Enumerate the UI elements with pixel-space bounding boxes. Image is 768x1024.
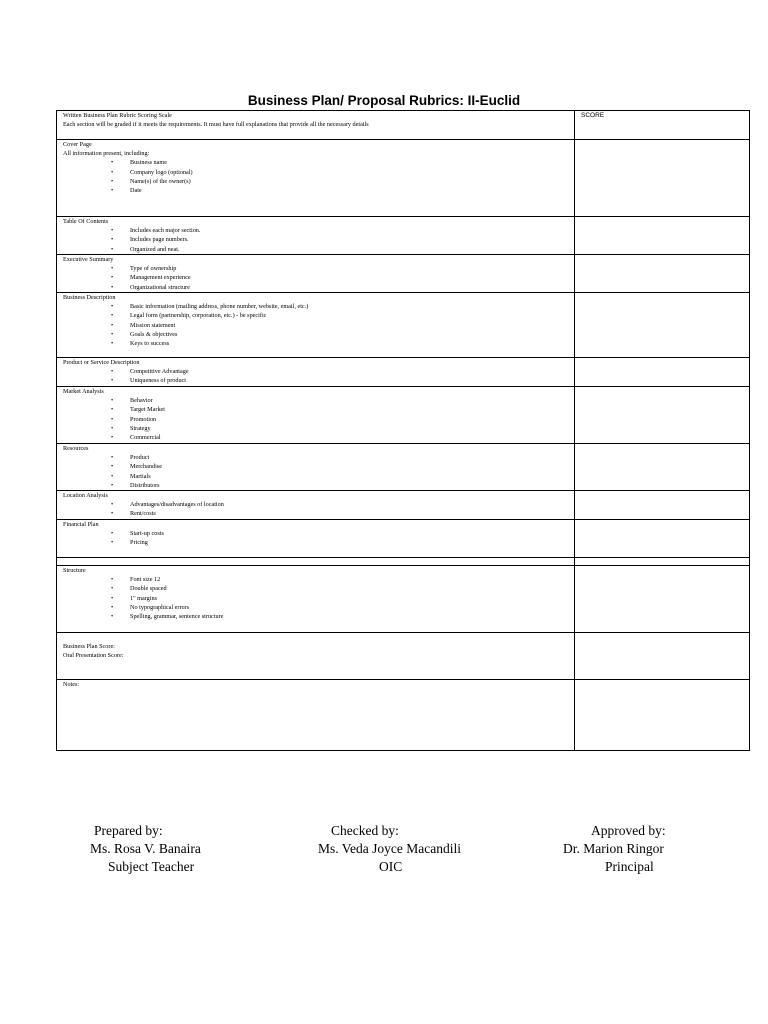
section-title: Location Analysis [63, 492, 108, 500]
section-empty [57, 558, 575, 566]
criteria-item: • Behavior [130, 396, 574, 405]
section-financial-plan [57, 520, 575, 558]
table-row [57, 358, 750, 387]
table-row [57, 255, 750, 293]
table-row [57, 293, 750, 358]
score-cell[interactable] [575, 387, 750, 444]
criteria-item: • Date [130, 186, 574, 195]
header-row [57, 111, 750, 140]
criteria-item: • Organized and neat. [130, 245, 574, 254]
table-row [57, 217, 750, 255]
criteria-item: • Includes page numbers. [130, 235, 574, 244]
criteria-item: • Pricing [130, 538, 574, 547]
signature-role: Checked by: [331, 823, 399, 838]
table-row [57, 387, 750, 444]
criteria-item: • Distributors [130, 481, 574, 490]
score-cell[interactable] [575, 566, 750, 633]
criteria-list [63, 453, 574, 490]
criteria-item: • Keys to success [130, 339, 574, 348]
criteria-item: • Target Market [130, 405, 574, 414]
criteria-list [63, 396, 574, 442]
criteria-item: • Martials [130, 472, 574, 481]
score-cell[interactable] [575, 680, 750, 751]
criteria-item: • Goals & objectives [130, 330, 574, 339]
signature-name: Dr. Marion Ringor [563, 841, 664, 856]
criteria-item: • Type of ownership [130, 264, 574, 273]
signature-name: Ms. Veda Joyce Macandili [318, 841, 461, 856]
header-line-1: Written Business Plan Rubric Scoring Scale [63, 112, 172, 119]
section-title: Structure [63, 567, 86, 575]
table-row [57, 558, 750, 566]
criteria-item: • Merchandise [130, 462, 574, 471]
criteria-item: • Start-up costs [130, 529, 574, 538]
criteria-item: • Management experience [130, 273, 574, 282]
section-title: Executive Summary [63, 256, 114, 263]
criteria-list [63, 500, 574, 518]
criteria-list [63, 264, 574, 292]
signature-prepared-by [80, 822, 240, 876]
criteria-item: • No typographical errors [130, 603, 574, 612]
criteria-item: • Includes each major section. [130, 226, 574, 235]
table-row [57, 140, 750, 217]
criteria-list [63, 575, 574, 621]
section-product-description [57, 358, 575, 387]
document-title: Business Plan/ Proposal Rubrics: II-Euclid [247, 93, 521, 108]
section-title: Cover Page [63, 141, 92, 148]
section-title: Product or Service Description [63, 359, 140, 366]
header-cell [57, 111, 575, 140]
section-title: Table Of Contents [63, 218, 109, 225]
signature-block [0, 822, 768, 882]
section-executive-summary [57, 255, 575, 293]
criteria-item: • Advantages/disadvantages of location [130, 500, 574, 509]
table-row [57, 633, 750, 680]
section-resources [57, 444, 575, 491]
section-title: Market Analysis [63, 388, 104, 395]
criteria-item: • Promotion [130, 415, 574, 424]
section-title: Financial Plan [63, 521, 99, 529]
section-scores [57, 633, 575, 680]
signature-checked-by [300, 822, 500, 876]
signature-approved-by [555, 822, 735, 876]
score-cell[interactable] [575, 255, 750, 293]
signature-role: Approved by: [591, 823, 666, 838]
criteria-item: • Rent/costs [130, 509, 574, 518]
signature-position: OIC [379, 859, 403, 874]
criteria-list [63, 529, 574, 547]
score-cell[interactable] [575, 633, 750, 680]
criteria-item: • Font size 12 [130, 575, 574, 584]
section-notes [57, 680, 575, 751]
criteria-list [63, 226, 574, 254]
score-cell[interactable] [575, 140, 750, 217]
table-row [57, 680, 750, 751]
criteria-item: • 1" margins [130, 594, 574, 603]
header-line-2: Each section will be graded if it meets the requirements. It must have full explanations that provide all the necessary details [63, 121, 369, 129]
section-intro: All information present, including: [63, 150, 150, 158]
score-cell[interactable] [575, 217, 750, 255]
section-business-description [57, 293, 575, 358]
criteria-item: • Uniqueness of product [130, 376, 574, 385]
score-cell[interactable] [575, 444, 750, 491]
score-cell[interactable] [575, 491, 750, 520]
criteria-item: • Product [130, 453, 574, 462]
score-header-cell [575, 111, 750, 140]
criteria-list [63, 367, 574, 385]
criteria-item: • Name(s) of the owner(s) [130, 177, 574, 186]
criteria-item: • Business name [130, 158, 574, 167]
rubric-table [56, 110, 750, 751]
notes-label: Notes: [63, 681, 80, 689]
section-cover-page [57, 140, 575, 217]
criteria-item: • Competitive Advantage [130, 367, 574, 376]
criteria-item: • Commercial [130, 433, 574, 442]
score-header: SCORE [581, 112, 605, 119]
table-row [57, 491, 750, 520]
signature-name: Ms. Rosa V. Banaira [90, 841, 201, 856]
criteria-item: • Mission statement [130, 321, 574, 330]
signature-position: Subject Teacher [108, 859, 195, 874]
score-cell[interactable] [575, 558, 750, 566]
score-cell[interactable] [575, 293, 750, 358]
business-plan-score-label: Business Plan Score: [63, 643, 115, 651]
criteria-item: • Organizational structure [130, 283, 574, 292]
table-row [57, 520, 750, 558]
section-market-analysis [57, 387, 575, 444]
criteria-item: • Spelling, grammar, sentence structure [130, 612, 574, 621]
section-title: Resources [63, 445, 89, 452]
oral-presentation-score-label: Oral Presentation Score: [63, 652, 124, 660]
section-title: Business Description [63, 294, 116, 301]
score-cell[interactable] [575, 358, 750, 387]
table-row [57, 566, 750, 633]
section-location-analysis [57, 491, 575, 520]
signature-role: Prepared by: [94, 823, 163, 838]
section-structure [57, 566, 575, 633]
criteria-item: • Basic information (mailing address, phone number, website, email, etc.) [130, 302, 574, 311]
criteria-item: • Double spaced [130, 584, 574, 593]
criteria-item: • Company logo (optional) [130, 168, 574, 177]
signature-position: Principal [605, 859, 654, 874]
criteria-list [63, 302, 574, 348]
section-table-of-contents [57, 217, 575, 255]
criteria-item: • Strategy [130, 424, 574, 433]
criteria-list [63, 158, 574, 195]
score-cell[interactable] [575, 520, 750, 558]
criteria-item: • Legal form (partnership, corporation, etc.) - be specific [130, 311, 574, 320]
table-row [57, 444, 750, 491]
